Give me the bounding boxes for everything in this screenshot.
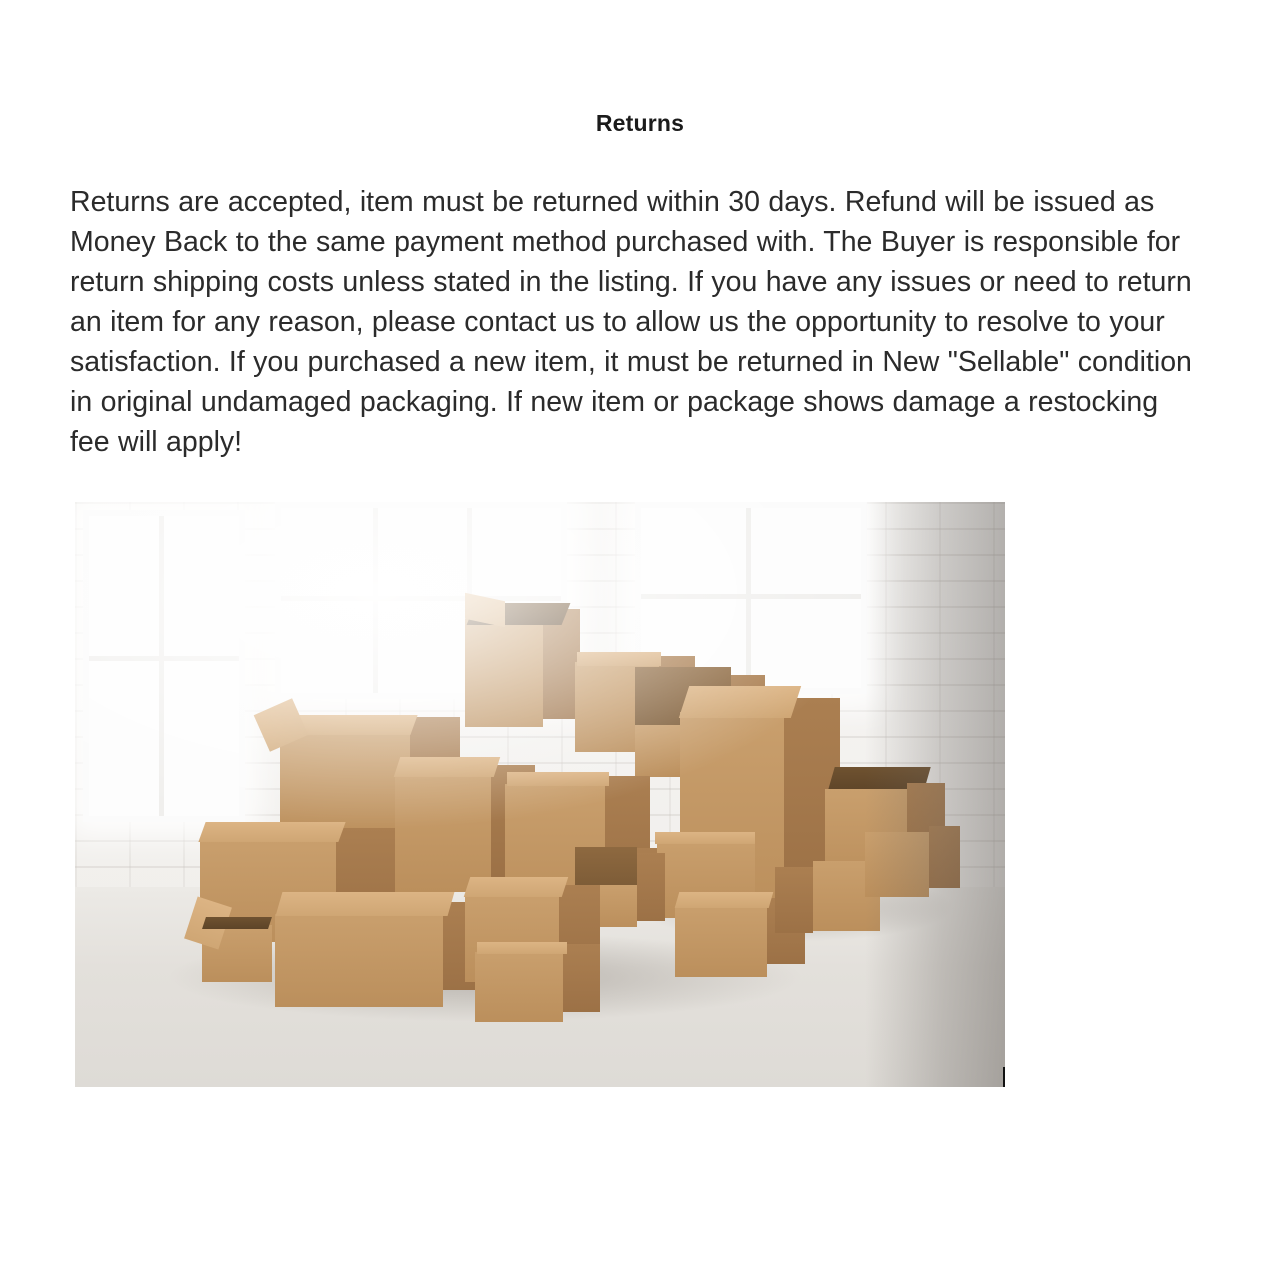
page-title: Returns (595, 110, 685, 136)
cardboard-box (190, 897, 285, 982)
wall-shadow-panel (865, 502, 1005, 1087)
cardboard-box (465, 597, 580, 727)
cardboard-boxes-photo (75, 502, 1005, 1087)
returns-policy-text: Returns are accepted, item must be returned within 30 days. Refund will be issued as Money Back to the same payment method purchased with. The Buyer is responsible for return shipping costs unless stated in the listing. If you have any issues or need to return an item for any reason, please contact us to allow us the opportunity to resolve to your satisfaction. If you purchased a new item, it must be returned in New "Sellable" condition in original undamaged packaging. If new item or package shows damage a restocking fee will apply! (70, 186, 1192, 458)
cardboard-box (475, 942, 600, 1022)
photo-scene (75, 502, 1005, 1087)
window-left (83, 510, 245, 822)
text-cursor (1003, 1067, 1005, 1087)
